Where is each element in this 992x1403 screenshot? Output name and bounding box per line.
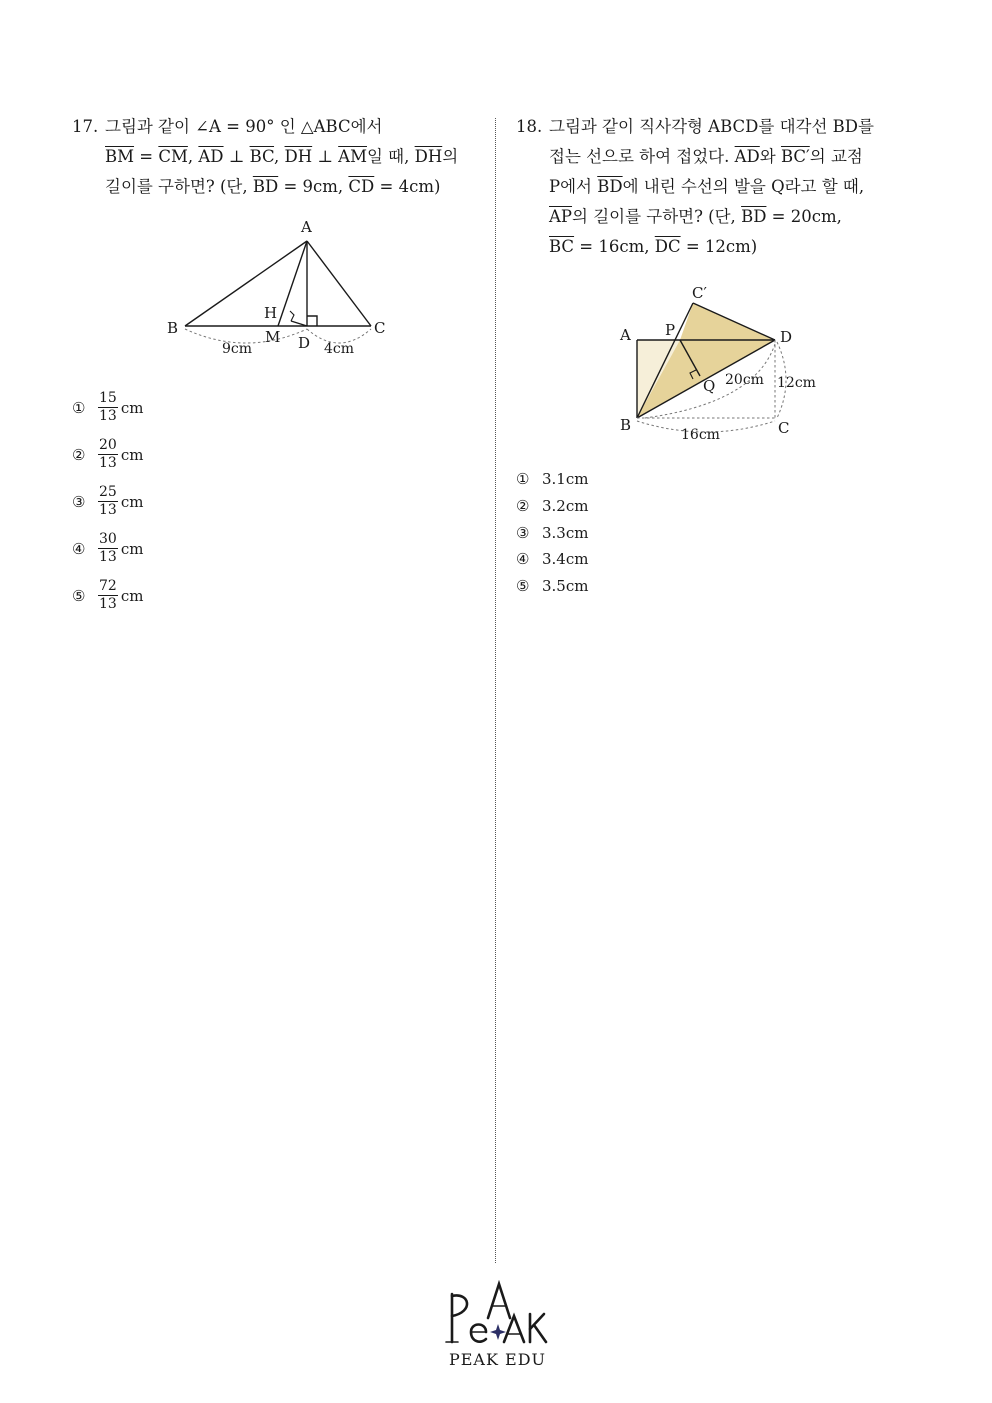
- fraction-denominator: 13: [99, 596, 117, 612]
- choice-fraction: [98, 578, 118, 613]
- text-segment: ,: [187, 147, 199, 166]
- text-segment: = 20cm,: [766, 207, 842, 226]
- text-segment: 와: [759, 147, 781, 166]
- q17-choice-3[interactable]: [72, 478, 143, 525]
- choice-mark: ③: [516, 523, 530, 542]
- logo-text: PEAK EDU: [448, 1350, 547, 1369]
- fraction-numerator: 30: [99, 531, 117, 547]
- choice-mark: ⑤: [516, 577, 530, 596]
- choice-mark: ①: [516, 470, 530, 488]
- q17-label-C: C: [374, 319, 386, 337]
- overline-segment: $\overline{AD}$: [734, 147, 760, 166]
- q17-label-M: M: [265, 328, 281, 346]
- text-segment: P에서: [549, 177, 598, 196]
- text-segment: ⊥: [312, 147, 339, 166]
- fraction-denominator: 13: [99, 455, 117, 471]
- choice-text: 3.4cm: [542, 550, 589, 569]
- q18-label-C-prime: C′: [692, 284, 707, 302]
- overline-segment: $\overline{BM}$: [105, 147, 135, 166]
- q18-label-dc: 12cm: [777, 375, 816, 391]
- q17-choices: [72, 384, 143, 619]
- fraction-denominator: 13: [99, 408, 117, 424]
- q17-line3: [72, 172, 472, 202]
- overline-segment: $\overline{CD}$: [348, 177, 375, 196]
- q18-choice-4[interactable]: [516, 546, 588, 573]
- q18-label-bd: 20cm: [725, 372, 764, 388]
- q18-line1: [516, 112, 896, 142]
- overline-segment: $\overline{BC}$: [549, 237, 575, 256]
- text-segment: 접는 선으로 하여 접었다.: [549, 147, 735, 166]
- q17-label-dc: 4cm: [324, 341, 355, 357]
- overline-segment: $\overline{AM}$: [338, 147, 367, 166]
- overline-segment: $\overline{DH}$: [284, 147, 313, 166]
- fraction-numerator: 15: [99, 390, 117, 406]
- overline-segment: $\overline{BD}$: [597, 177, 623, 196]
- q17-label-A: A: [301, 218, 312, 236]
- choice-unit: cm: [120, 586, 144, 605]
- q18-fold-diagram: [605, 278, 830, 448]
- text-segment: = 12cm): [680, 237, 758, 256]
- fraction-numerator: 72: [99, 578, 117, 594]
- fraction-numerator: 20: [99, 437, 117, 453]
- choice-mark: ②: [72, 445, 86, 464]
- choice-mark: ④: [516, 550, 530, 569]
- question-17: [72, 112, 472, 202]
- q17-label-bd: 9cm: [222, 341, 253, 357]
- q17-text-line1: 그림과 같이 ∠A = 90° 인 △ABC에서: [105, 117, 383, 136]
- text-segment: 의: [442, 147, 459, 166]
- q17-number: 17.: [72, 117, 99, 136]
- peak-edu-logo: [440, 1280, 555, 1375]
- q18-line2: [516, 142, 896, 172]
- choice-text: 3.5cm: [542, 577, 589, 596]
- q18-label-P: P: [665, 321, 676, 339]
- choice-unit: cm: [120, 492, 144, 511]
- choice-unit: cm: [120, 539, 144, 558]
- choice-mark: ④: [72, 539, 86, 558]
- q17-choice-1[interactable]: [72, 384, 143, 431]
- q18-choices: [516, 466, 588, 600]
- choice-fraction: [98, 390, 118, 425]
- q18-label-D: D: [780, 328, 793, 346]
- choice-mark: ①: [72, 398, 86, 417]
- text-segment: = 4cm): [374, 177, 441, 196]
- q18-line4: [516, 202, 896, 232]
- text-segment: 일 때,: [366, 147, 415, 166]
- overline-segment: $\overline{BD}$: [741, 207, 767, 226]
- choice-text: 3.2cm: [542, 496, 589, 515]
- q17-line1: [72, 112, 472, 142]
- text-segment: 길이를 구하면? (단,: [105, 177, 253, 196]
- text-segment: 의 길이를 구하면? (단,: [572, 207, 742, 226]
- q17-choice-2[interactable]: [72, 431, 143, 478]
- choice-unit: cm: [120, 445, 144, 464]
- overline-segment: $\overline{DC}$: [654, 237, 681, 256]
- choice-fraction: [98, 484, 118, 519]
- q17-triangle-diagram: [160, 215, 400, 365]
- peak-logo-mark: [440, 1280, 555, 1350]
- overline-segment: $\overline{BC}$: [249, 147, 275, 166]
- q18-choice-5[interactable]: [516, 573, 588, 600]
- fraction-numerator: 25: [99, 484, 117, 500]
- overline-segment: $\overline{AD}$: [198, 147, 224, 166]
- q18-label-B: B: [620, 416, 632, 434]
- text-segment: = 9cm,: [278, 177, 349, 196]
- choice-mark: ⑤: [72, 586, 86, 605]
- fraction-denominator: 13: [99, 502, 117, 518]
- overline-segment: $\overline{CM}$: [158, 147, 188, 166]
- q18-figure: [605, 278, 830, 448]
- star-icon: [490, 1324, 506, 1340]
- choice-mark: ②: [516, 496, 530, 515]
- q18-label-A: A: [620, 326, 631, 344]
- text-segment: = 16cm,: [574, 237, 655, 256]
- q18-choice-2[interactable]: [516, 493, 588, 520]
- q17-choice-5[interactable]: [72, 572, 143, 619]
- q17-label-H: H: [264, 304, 278, 322]
- q18-choice-3[interactable]: [516, 520, 588, 547]
- text-segment: =: [134, 147, 159, 166]
- column-divider: [495, 118, 496, 1263]
- question-18: [516, 112, 896, 262]
- fraction-denominator: 13: [99, 549, 117, 565]
- choice-unit: cm: [120, 398, 144, 417]
- choice-fraction: [98, 437, 118, 472]
- q18-line5: [516, 232, 896, 262]
- text-segment: 에 내린 수선의 발을 Q라고 할 때,: [622, 177, 865, 196]
- overline-segment: $\overline{AP}$: [549, 207, 573, 226]
- q17-figure: [160, 215, 400, 365]
- choice-mark: ③: [72, 492, 86, 511]
- overline-segment: $\overline{DH}$: [414, 147, 443, 166]
- text-segment: ,: [274, 147, 285, 166]
- choice-text: 3.3cm: [542, 523, 589, 542]
- q18-label-Q: Q: [703, 377, 716, 395]
- q18-text-line1: 그림과 같이 직사각형 ABCD를 대각선 BD를: [549, 117, 874, 136]
- choice-fraction: [98, 531, 118, 566]
- q17-line2: [72, 142, 472, 172]
- text-segment: 의 교점: [809, 147, 863, 166]
- choice-text: 3.1cm: [542, 470, 589, 488]
- text-segment: ⊥: [223, 147, 250, 166]
- q17-choice-4[interactable]: [72, 525, 143, 572]
- q17-label-D: D: [298, 334, 311, 352]
- overline-segment: $\overline{BD}$: [252, 177, 279, 196]
- q18-choice-1[interactable]: [516, 466, 588, 493]
- q18-line3: [516, 172, 896, 202]
- overline-segment: BC′: [780, 147, 810, 166]
- q18-label-C: C: [778, 419, 790, 437]
- q17-label-B: B: [167, 319, 179, 337]
- q18-label-bc: 16cm: [681, 427, 720, 443]
- q18-number: 18.: [516, 117, 543, 136]
